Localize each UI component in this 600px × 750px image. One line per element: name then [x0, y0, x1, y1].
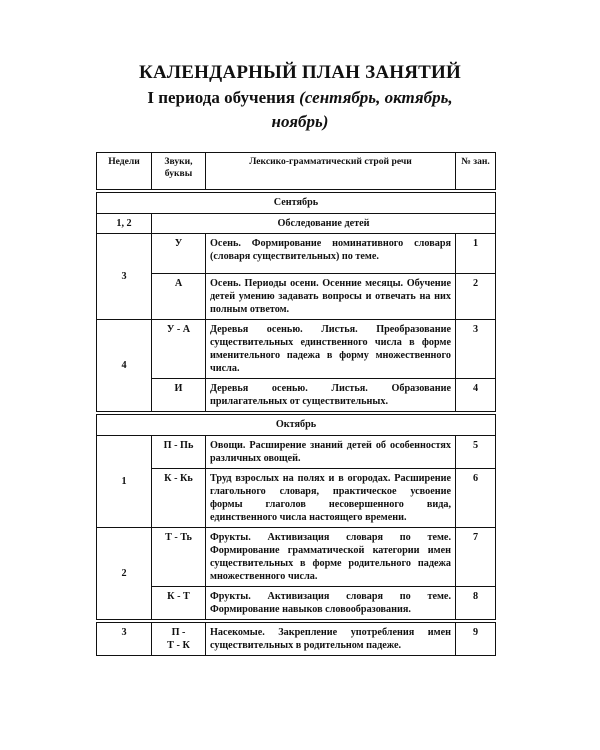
lesson-num-cell: 8	[456, 587, 496, 622]
topic-cell: Осень. Периоды осени. Осенние месяцы. Обучение детей умению задавать вопросы и отвечать на них полным ответом.	[206, 274, 456, 320]
header-topic: Лексико-грамматический строй речи	[206, 153, 456, 192]
table-row	[97, 587, 496, 622]
week-cell: 4	[97, 320, 152, 414]
sound-cell	[152, 621, 206, 656]
sound-cell: И	[152, 379, 206, 414]
sound-cell: У	[152, 234, 206, 274]
lesson-num-cell: 1	[456, 234, 496, 274]
header-num: № зан.	[456, 153, 496, 192]
sound-cell: А	[152, 274, 206, 320]
topic-cell: Труд взрослых на полях и в огородах. Расширение глагольного словаря, практическое усвоение формы глаголов несовершенного вида, единственного числа настоящего времени.	[206, 469, 456, 528]
table-row	[97, 214, 496, 234]
page-title: КАЛЕНДАРНЫЙ ПЛАН ЗАНЯТИЙ	[139, 62, 461, 83]
topic-cell: Овощи. Расширение знаний детей об особенностях различных овощей.	[206, 436, 456, 469]
table-row	[97, 469, 496, 528]
header-sounds: Звуки, буквы	[152, 153, 206, 192]
sound-line-2: Т - К	[167, 640, 190, 651]
sound-cell: К - Кь	[152, 469, 206, 528]
lesson-num-cell: 4	[456, 379, 496, 414]
header-row	[97, 153, 496, 192]
table-row	[97, 234, 496, 274]
week-cell: 3	[97, 234, 152, 320]
subtitle-italic: (сентябрь, октябрь,	[299, 88, 453, 107]
subtitle-regular: I периода обучения	[147, 88, 295, 107]
section-row	[97, 413, 496, 436]
topic-cell: Деревья осенью. Листья. Преобразование существительных единственного числа в форме именительного падежа в форму множественного числа.	[206, 320, 456, 379]
table-row	[97, 274, 496, 320]
lesson-num-cell: 5	[456, 436, 496, 469]
week-cell: 3	[97, 621, 152, 656]
lesson-num-cell: 3	[456, 320, 496, 379]
topic-cell: Фрукты. Активизация словаря по теме. Формирование навыков словообразования.	[206, 587, 456, 622]
sound-cell: У - А	[152, 320, 206, 379]
sound-cell: К - Т	[152, 587, 206, 622]
week-cell: 1	[97, 436, 152, 528]
table-row	[97, 528, 496, 587]
topic-cell: Обследование детей	[152, 214, 496, 234]
topic-cell: Насекомые. Закрепление употребления имен существительных в родительном падеже.	[206, 621, 456, 656]
lesson-num-cell: 2	[456, 274, 496, 320]
week-cell: 1, 2	[97, 214, 152, 234]
table-row	[97, 379, 496, 414]
lesson-num-cell: 9	[456, 621, 496, 656]
table-row	[97, 320, 496, 379]
week-cell: 2	[97, 528, 152, 622]
topic-cell: Осень. Формирование номинативного словаря (словаря существительных) по теме.	[206, 234, 456, 274]
subtitle-continuation: ноябрь)	[271, 112, 329, 131]
table-row	[97, 621, 496, 656]
table-row	[97, 436, 496, 469]
section-october: Октябрь	[97, 413, 496, 436]
topic-cell: Деревья осенью. Листья. Образование прилагательных от существительных.	[206, 379, 456, 414]
topic-cell: Фрукты. Активизация словаря по теме. Формирование грамматической категории имен существительных в форме родительного падежа множественного числа.	[206, 528, 456, 587]
section-september: Сентябрь	[97, 191, 496, 214]
sound-line-1: П -	[171, 627, 186, 638]
sound-cell: П - Пь	[152, 436, 206, 469]
sound-cell: Т - Ть	[152, 528, 206, 587]
page-subtitle	[0, 88, 600, 108]
header-weeks: Недели	[97, 153, 152, 192]
lesson-num-cell: 6	[456, 469, 496, 528]
lesson-num-cell: 7	[456, 528, 496, 587]
calendar-plan-table	[96, 152, 496, 656]
section-row	[97, 191, 496, 214]
